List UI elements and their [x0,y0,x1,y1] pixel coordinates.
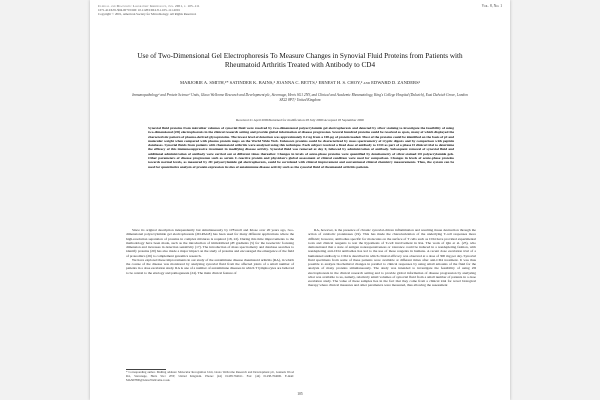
affiliations: Immunopathology¹ and Protein Science² Units, Glaxo Wellcome Research and Development plc, Stevenage, Herts SG1 2NY, and Clinical and Academic Rheumatology, King's College Hospital (Dulwich), East Dulwich Grove, London SE22 8PT,² United Kingdom [132,93,468,102]
body-paragraph: We have explored these improvements in our study of the autoimmune disease rheumatoid arthritis (RA), in which the course of the disease was monitored by analyzing synovial fluid from the affected joints of a small number of patients in a dose escalation study. RA is one of a number of autoimmune diseases in which T lymphocytes are believed to be central to the etiology and pathogenesis (24). The main clinical feature of [126,257,294,275]
article-title: Use of Two-Dimensional Gel Electrophoresis To Measure Changes in Synovial Fluid Proteins from Patients with Rheumatoid Arthritis Treated with Antibody to CD4 [137,52,463,69]
journal-header [98,4,358,16]
abstract: Synovial fluid proteins from microliter volumes of synovial fluid were resolved by two-dimensional polyacrylamide gel electrophoresis and detected by silver staining to investigate the feasibility of using two-dimensional (2D) electrophoresis in the clinical research setting and provide global information of disease progression. Several hundred proteins could be resolved as spots, many of which displayed the characteristic pattern of plasma-derived glycoproteins. The lowest level of detection was approximately 0.2 ng from a 100-μg of protein loaded. Most of the proteins could be identified on the basis of pI and molecular weight when compared with plasma protein maps on the World Wide Web. Unknown proteins could be characterized by mass spectrometry of tryptic digests and by comparison with peptide databases. Synovial fluids from patients with rheumatoid arthritis were analyzed using this technique. Each subject received a fixed dose of antibody to CD4 as part of a phase II clinical trial to determine the efficacy of this immunosuppressive treatment in modifying disease activity. Synovial fluid was removed at day 0, followed by administration of antibody. Subsequent removal of synovial fluid and additional administration of antibody were carried out at different times thereafter. Changes in levels of acute-phase proteins were quantified by densitometry of silver-stained 2D polyacrylamide gels. Other parameters of disease progression such as serum C-reactive protein and physician's global assessment of clinical condition were used for comparison. Changes in levels of acute-phase proteins towards normal levels, as measured by 2D polyacrylamide gel electrophoresis, could be correlated with clinical improvement and conventional clinical chemistry measurements. Thus, the system can be used for quantitative analysis of protein expression in sites of autoimmune disease activity such as the synovial fluid of rheumatoid arthritis patients. [148,126,454,169]
issn-line: 1071-412X/01/$04.00+0 DOI: 10.1128/CDLI.8.1.105–111.2001 [98,8,181,12]
page-number: 105 [297,392,303,396]
journal-page [90,0,510,400]
body-paragraph: Since its original description independently but simultaneously by O'Farrell and Klose over 20 years ago, two-dimensional polyacrylamide gel electrophoresis (2D-PAGE) has been used for many different applications where the high-resolution separation of proteins in complex mixtures is required (18, 22). During this time improvements to the methodology have been made, such as the introduction of immobilized pH gradients (5) for the isoelectric focusing dimension and increases in detection sensitivity (17). The introduction of mass spectrometry and database searches to identify proteins (20) has also made a major impact on the study of proteins and encouraged the emergence of the field of proteomics (26) to complement genomics research. [126,228,294,258]
author-list: MARJORIE A. SMITH,¹* SATINDER K. BAINS,² JOANNA C. BETTS,¹ ERNEST H. S. CHOY,² and EDWARD D. ZANDERS¹ [179,80,421,85]
received-dates: Received 21 April 2000/Returned for modification 28 July 2000/Accepted 18 September 2000 [236,118,364,122]
body-paragraph: RA, however, is the presence of chronic synovial-driven inflammation and resulting tissue destruction through the action of catabolic proteinases (19). This has made the characterization of the underlying T-cell responses more difficult; however, antibodies specific for molecules on the surface of T cells such as CD4 have provided experimental tools and clinical reagents to test the hypothesis of T-cell involvement in RA. The work of Qin et al. (25), who demonstrated that a state of antigen nonresponsiveness or tolerance could be induced in a nondepleting fashion, with nondepleting anti-CD4 antibodies has led to the use of these reagents in humans. A recent dose escalation trial of a humanized antibody to CD4 is described in which clinical efficacy was observed at a dose of 300 mg per day. Synovial fluid specimens from some of these patients were available at different times after anti-CD4 treatment. It was thus possible to analyze biochemical changes in parallel to clinical responses by using small amounts of the fluid for the analysis of many proteins simultaneously. The study was intended to investigate the feasibility of using 2D electrophoresis in the clinical research setting and to provide global information of disease progression by analyzing what was available to us, namely, relatively small volumes of synovial fluid from a small number of patients in a dose escalation study. The value of these samples lies in the fact that they come from a clinical trial for novel biological therapy where clinical measures and other parameters were measured, thus allowing the assessment [308,228,476,288]
volume-label: Vol. 8, No. 1 [481,4,502,8]
copyright-line: Copyright © 2001, American Society for Microbiology. All Rights Reserved. [98,12,197,16]
corresponding-author-footnote: * Corresponding author. Mailing address: Molecular Recognition Unit, Glaxo Wellcome Research and Development plc, Gunnels Wood Rd., Stevenage, Herts SG1 2NY, United Kingdom. Phone: (44) 01438-764611. Fax: (44) 01438-764606. E-mail: MAS67800@GlaxoWellcome.co.uk. [126,370,294,382]
journal-citation: Clinical and Diagnostic Laboratory Immunology, Jan. 2001, p. 105–111 [98,4,200,8]
body-column-left [126,228,294,275]
body-column-right [308,228,476,288]
